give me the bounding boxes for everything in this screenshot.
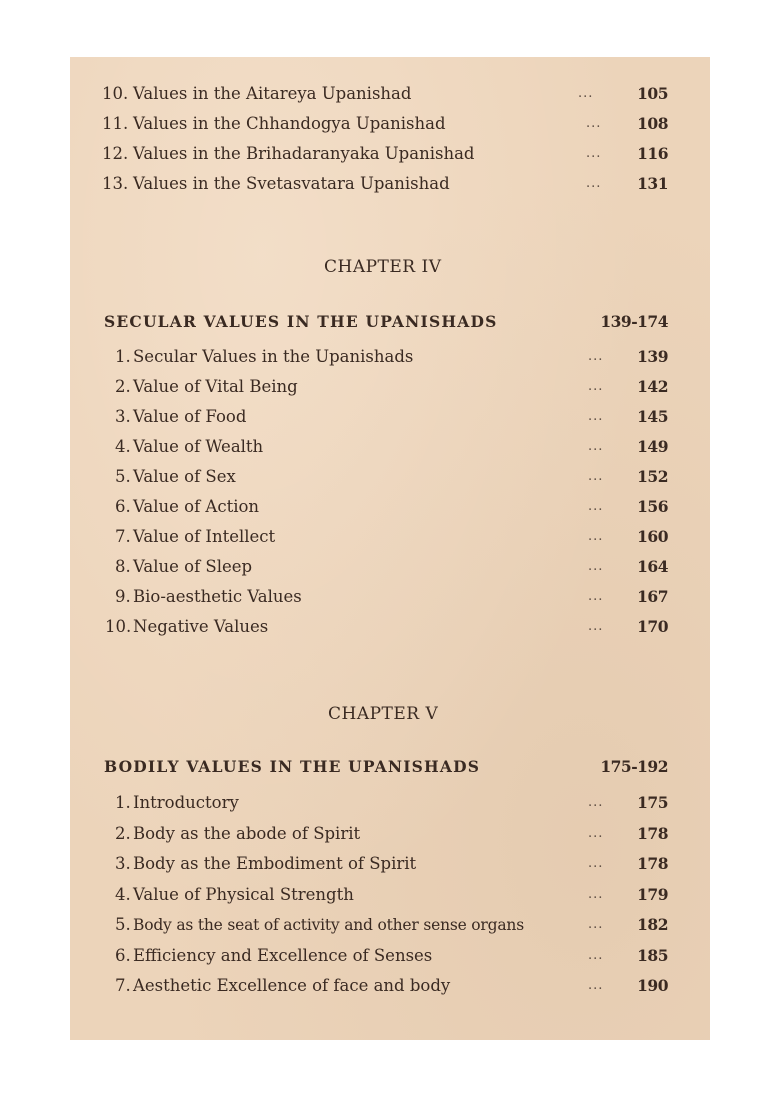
- leader-dots: ...: [588, 409, 604, 424]
- entry-number: 9.: [115, 587, 131, 606]
- entry-title: Efficiency and Excellence of Senses: [133, 946, 433, 965]
- toc-entry: [70, 405, 710, 429]
- chapter-heading: [70, 310, 710, 334]
- leader-dots: ...: [588, 439, 604, 454]
- leader-dots: ...: [588, 559, 604, 574]
- toc-entry: [70, 555, 710, 579]
- entry-number: 2.: [115, 377, 131, 396]
- entry-number: 12.: [102, 144, 129, 163]
- chapter-title: SECULAR VALUES IN THE UPANISHADS: [104, 312, 498, 331]
- leader-dots: ...: [588, 349, 604, 364]
- entry-number: 1.: [115, 793, 131, 812]
- toc-entry: [70, 465, 710, 489]
- entry-number: 4.: [115, 885, 131, 904]
- entry-page: 139: [637, 347, 668, 366]
- entry-number: 8.: [115, 557, 131, 576]
- leader-dots: ...: [588, 469, 604, 484]
- leader-dots: ...: [588, 948, 604, 963]
- entry-page: 131: [637, 174, 668, 193]
- toc-entry: [70, 82, 710, 106]
- entry-page: 152: [637, 467, 668, 486]
- entry-number: 4.: [115, 437, 131, 456]
- entry-number: 6.: [115, 497, 131, 516]
- entry-title: Value of Sleep: [133, 557, 253, 576]
- entry-number: 7.: [115, 976, 131, 995]
- entry-page: 164: [637, 557, 668, 576]
- toc-entry: [70, 883, 710, 907]
- entry-title: Values in the Svetasvatara Upanishad: [133, 174, 450, 193]
- toc-entry: [70, 525, 710, 549]
- toc-entry: [70, 974, 710, 998]
- entry-number: 3.: [115, 854, 131, 873]
- entry-page: 178: [637, 854, 668, 873]
- entry-title: Value of Intellect: [133, 527, 276, 546]
- entry-number: 10.: [105, 617, 132, 636]
- entry-number: 7.: [115, 527, 131, 546]
- entry-title: Values in the Aitareya Upanishad: [133, 84, 412, 103]
- leader-dots: ...: [586, 176, 602, 191]
- entry-number: 11.: [102, 114, 129, 133]
- entry-page: 105: [637, 84, 668, 103]
- entry-title: Body as the abode of Spirit: [133, 824, 361, 843]
- toc-entry: [70, 172, 710, 196]
- entry-number: 1.: [115, 347, 131, 366]
- toc-entry: [70, 852, 710, 876]
- toc-entry: [70, 822, 710, 846]
- entry-title: Negative Values: [133, 617, 269, 636]
- chapter-page-range: 175-192: [600, 757, 668, 776]
- leader-dots: ...: [586, 146, 602, 161]
- toc-entry: [70, 944, 710, 968]
- chapter-label: CHAPTER V: [328, 704, 439, 724]
- toc-entry: [70, 615, 710, 639]
- entry-title: Value of Sex: [133, 467, 236, 486]
- entry-title: Aesthetic Excellence of face and body: [133, 976, 451, 995]
- entry-page: 182: [637, 915, 668, 934]
- entry-title: Introductory: [133, 793, 239, 812]
- entry-page: 170: [637, 617, 668, 636]
- entry-page: 160: [637, 527, 668, 546]
- leader-dots: ...: [588, 978, 604, 993]
- entry-title: Value of Food: [133, 407, 247, 426]
- toc-entry: [70, 791, 710, 815]
- toc-entry: [70, 112, 710, 136]
- leader-dots: ...: [588, 589, 604, 604]
- entry-title: Value of Wealth: [133, 437, 264, 456]
- entry-title: Body as the seat of activity and other sense organs: [133, 916, 524, 934]
- leader-dots: ...: [588, 917, 604, 932]
- leader-dots: ...: [588, 529, 604, 544]
- entry-page: 156: [637, 497, 668, 516]
- entry-page: 116: [637, 144, 668, 163]
- chapter-label: CHAPTER IV: [324, 257, 442, 277]
- toc-entry: [70, 585, 710, 609]
- entry-page: 178: [637, 824, 668, 843]
- entry-number: 5.: [115, 915, 131, 934]
- entry-page: 190: [637, 976, 668, 995]
- entry-page: 142: [637, 377, 668, 396]
- toc-entry: [70, 495, 710, 519]
- chapter-heading: [70, 755, 710, 779]
- leader-dots: ...: [588, 795, 604, 810]
- entry-title: Values in the Brihadaranyaka Upanishad: [133, 144, 475, 163]
- entry-title: Body as the Embodiment of Spirit: [133, 854, 417, 873]
- chapter-page-range: 139-174: [600, 312, 668, 331]
- leader-dots: ...: [588, 379, 604, 394]
- entry-number: 6.: [115, 946, 131, 965]
- entry-title: Value of Action: [133, 497, 260, 516]
- entry-title: Values in the Chhandogya Upanishad: [133, 114, 446, 133]
- leader-dots: ...: [588, 619, 604, 634]
- entry-page: 145: [637, 407, 668, 426]
- leader-dots: ...: [588, 499, 604, 514]
- entry-page: 185: [637, 946, 668, 965]
- entry-number: 10.: [102, 84, 129, 103]
- entry-title: Value of Physical Strength: [133, 885, 354, 904]
- entry-title: Value of Vital Being: [133, 377, 298, 396]
- entry-page: 149: [637, 437, 668, 456]
- entry-number: 3.: [115, 407, 131, 426]
- book-page: [70, 57, 710, 1040]
- leader-dots: ...: [588, 826, 604, 841]
- entry-page: 108: [637, 114, 668, 133]
- entry-page: 179: [637, 885, 668, 904]
- entry-number: 13.: [102, 174, 129, 193]
- leader-dots: ...: [578, 86, 594, 101]
- toc-entry: [70, 375, 710, 399]
- leader-dots: ...: [586, 116, 602, 131]
- entry-number: 2.: [115, 824, 131, 843]
- entry-page: 167: [637, 587, 668, 606]
- entry-page: 175: [637, 793, 668, 812]
- entry-number: 5.: [115, 467, 131, 486]
- chapter-title: BODILY VALUES IN THE UPANISHADS: [104, 757, 481, 776]
- toc-entry: [70, 142, 710, 166]
- toc-entry: [70, 435, 710, 459]
- toc-entry: [70, 913, 710, 937]
- entry-title: Bio-aesthetic Values: [133, 587, 302, 606]
- entry-title: Secular Values in the Upanishads: [133, 347, 414, 366]
- leader-dots: ...: [588, 856, 604, 871]
- leader-dots: ...: [588, 887, 604, 902]
- toc-entry: [70, 345, 710, 369]
